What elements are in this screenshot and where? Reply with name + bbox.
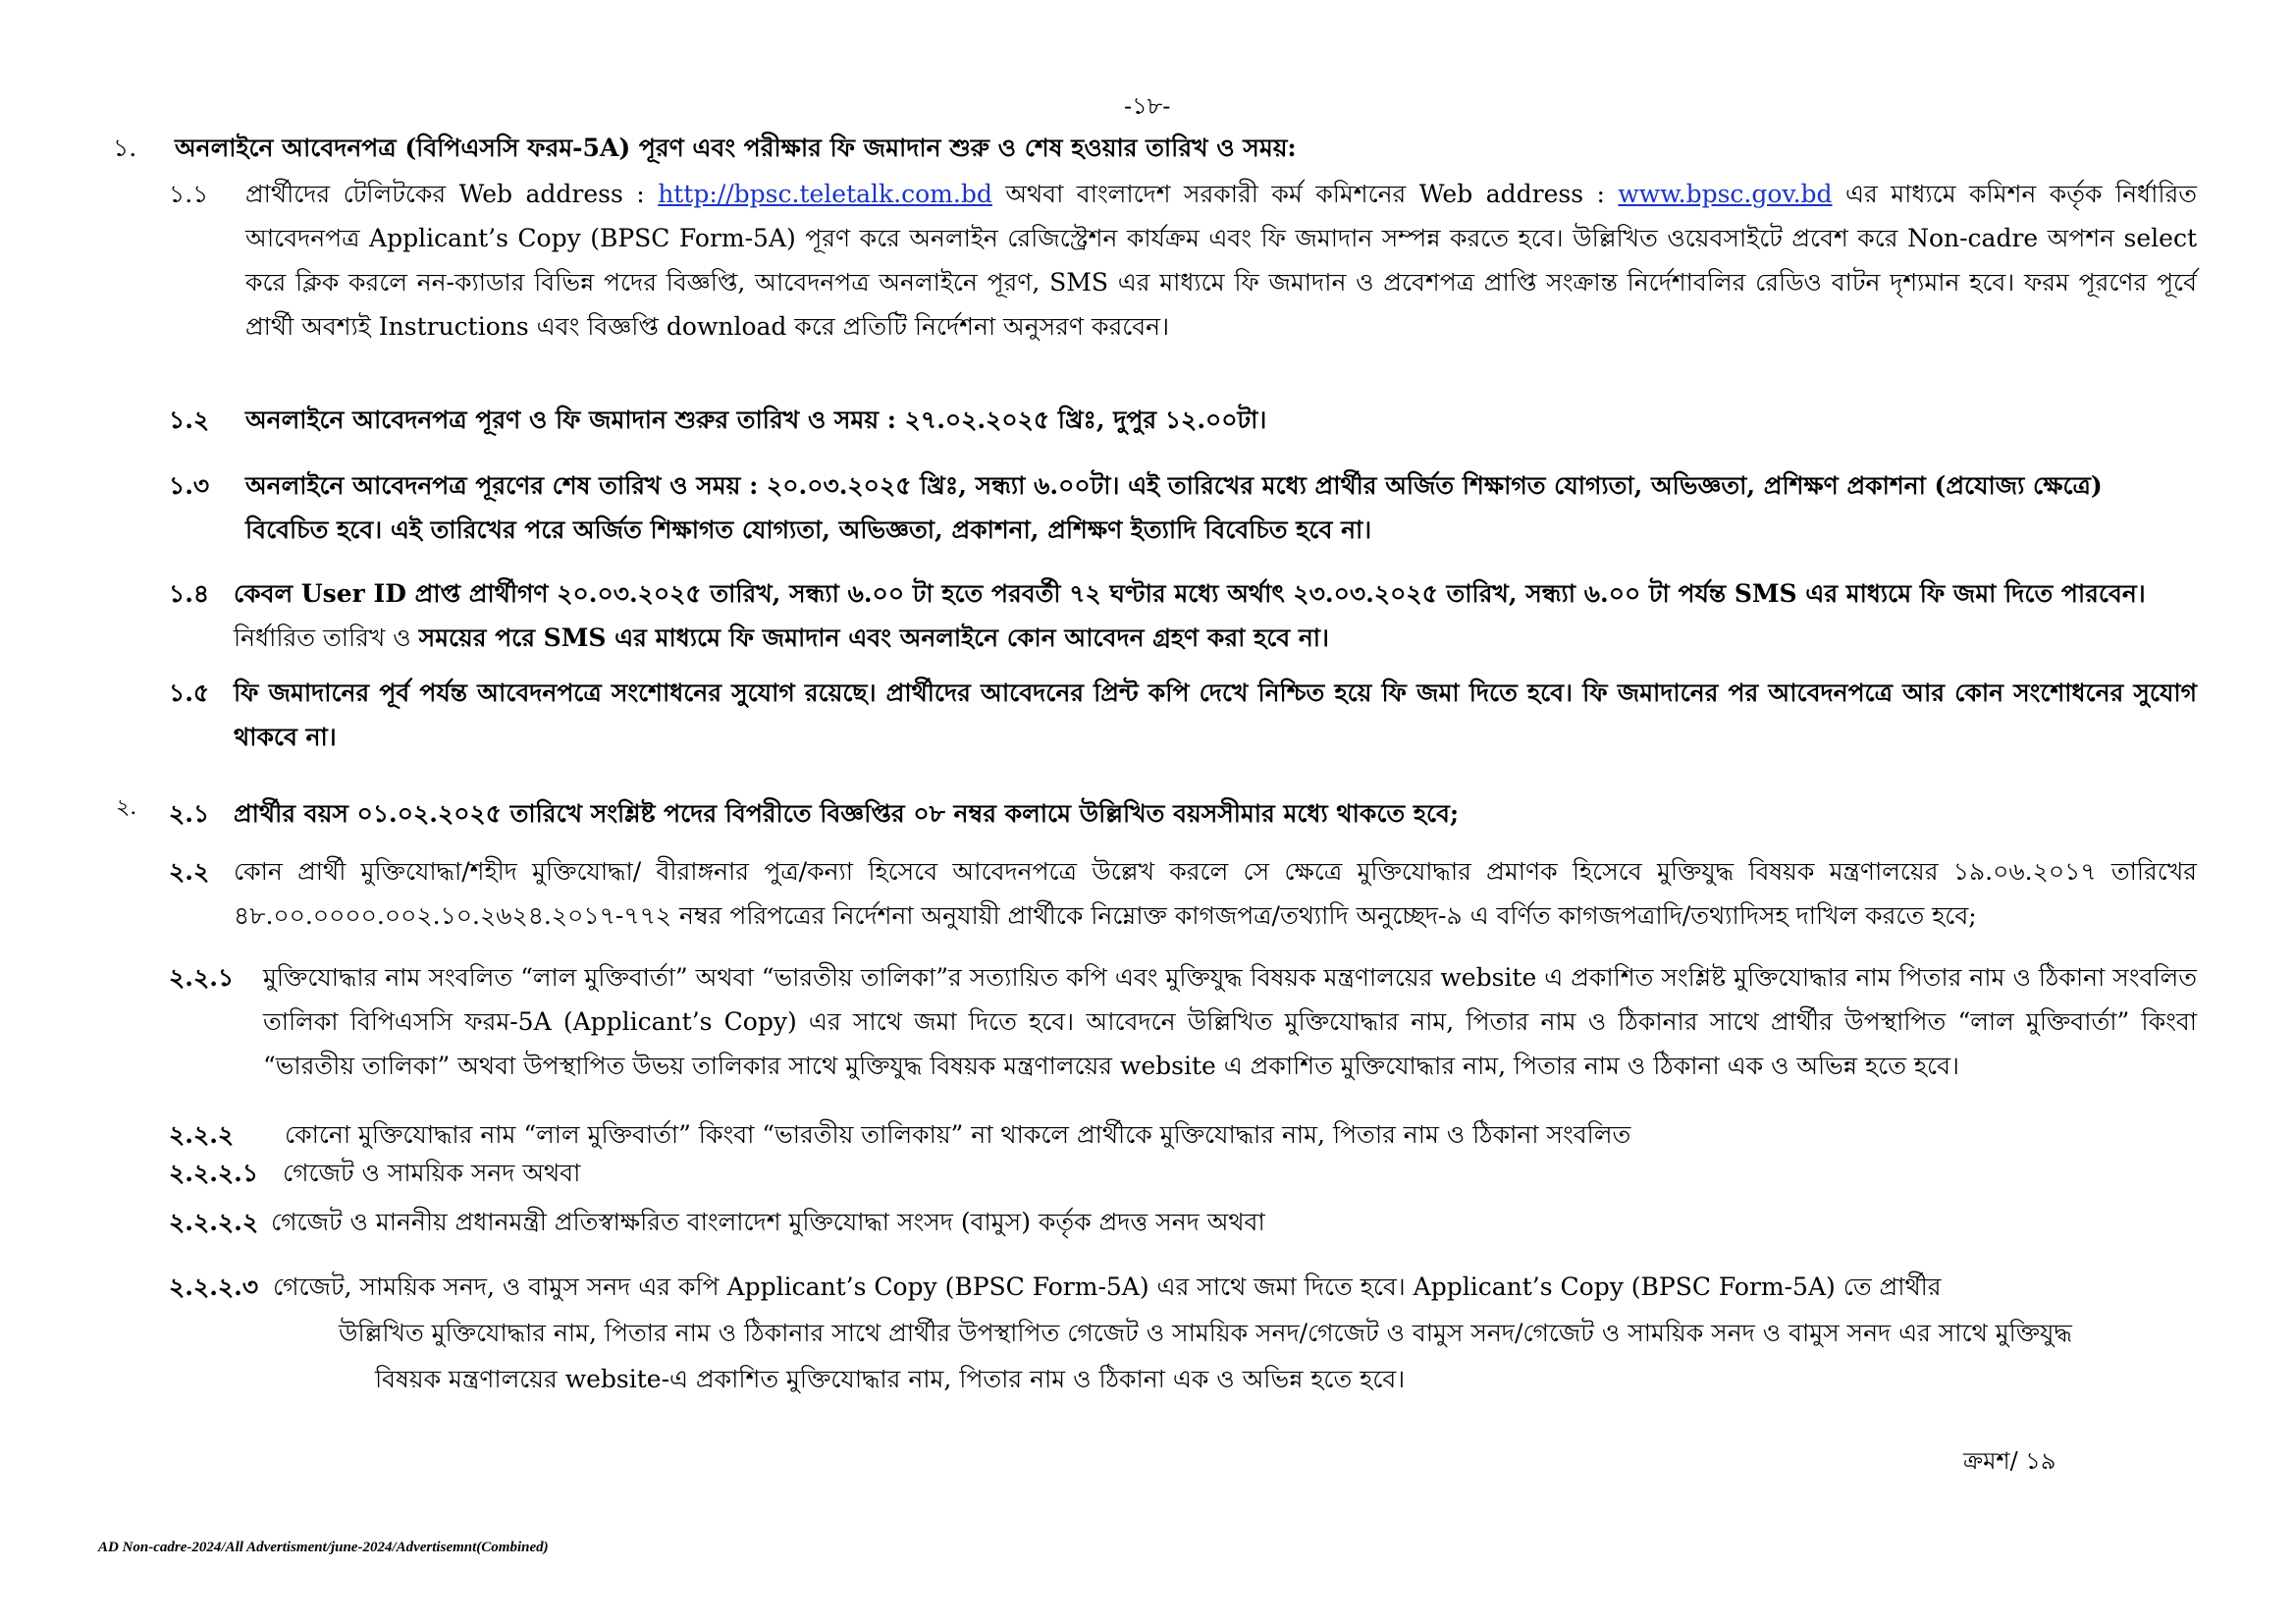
item-2-2-2-2-number: ২.২.২.২: [169, 1208, 259, 1236]
item-2-2-1-text: মুক্তিযোদ্ধার নাম সংবলিত “লাল মুক্তিবার্তা” অথবা “ভারতীয় তালিকা”র সত্যায়িত কপি এবং মুক্তিযুদ্ধ বিষয়ক মন্ত্রণালয়ের website এ প্রকাশিত সংশ্লিষ্ট মুক্তিযোদ্ধার নাম পিতার নাম ও ঠিকানা সংবলিত তালিকা বিপিএসসি ফরম-5A (Applicant’s Copy) এর সাথে জমা দিতে হবে। আবেদনে উল্লিখিত মুক্তিযোদ্ধার নাম, পিতার নাম ও ঠিকানার সাথে প্রার্থীর উপস্থাপিত “লাল মুক্তিবার্তা” কিংবা “ভারতীয় তালিকা” অথবা উপস্থাপিত উভয় তালিকার সাথে মুক্তিযুদ্ধ বিষয়ক মন্ত্রণালয়ের website এ প্রকাশিত মুক্তিযোদ্ধার নাম, পিতার নাম ও ঠিকানা এক ও অভিন্ন হতে হবে।: [263, 963, 2197, 1080]
item-1-1-text: [245, 172, 2197, 349]
item-1-2-text: অনলাইনে আবেদনপত্র পূরণ ও ফি জমাদান শুরুর তারিখ ও সময় : ২৭.০২.২০২৫ খ্রিঃ, দুপুর ১২.০০টা।: [245, 406, 1267, 434]
item-1-1-number: ১.১: [169, 180, 209, 208]
item-2-2-2-1-text: গেজেট ও সাময়িক সনদ অথবা: [283, 1159, 581, 1187]
item-1-4-bold-a: কেবল User ID প্রাপ্ত প্রার্থীগণ ২০.০৩.২০২৫ তারিখ, সন্ধ্যা ৬.০০ টা হতে পরবর্তী ৭২ ঘণ্টার মধ্যে অর্থাৎ ২৩.০৩.২০২৫ তারিখ, সন্ধ্যা ৬.০০ টা পর্যন্ত SMS এর মাধ্যমে ফি জমা দিতে পারবেন।: [234, 579, 2146, 608]
item-1-3-text: অনলাইনে আবেদনপত্র পূরণের শেষ তারিখ ও সময় : ২০.০৩.২০২৫ খ্রিঃ, সন্ধ্যা ৬.০০টা। এই তারিখের মধ্যে প্রার্থীর অর্জিত শিক্ষাগত যোগ্যতা, অভিজ্ঞতা, প্রশিক্ষণ প্রকাশনা (প্রযোজ্য ক্ষেত্রে) বিবেচিত হবে। এই তারিখের পরে অর্জিত শিক্ষাগত যোগ্যতা, অভিজ্ঞতা, প্রকাশনা, প্রশিক্ষণ ইত্যাদি বিবেচিত হবে না।: [245, 471, 2103, 544]
item-1-1-text-c: এর মাধ্যমে কমিশন কর্তৃক নির্ধারিত আবেদনপত্র Applicant’s Copy (BPSC Form-5A) পূরণ করে অনলাইন রেজিস্ট্রেশন কার্যক্রম এবং ফি জমাদান সম্পন্ন করতে হবে। উল্লিখিত ওয়েবসাইটে প্রবেশ করে Non-cadre অপশন select করে ক্লিক করলে নন-ক্যাডার বিভিন্ন পদের বিজ্ঞপ্তি, আবেদনপত্র অনলাইনে পূরণ, SMS এর মাধ্যমে ফি জমাদান ও প্রবেশপত্র প্রাপ্তি সংক্রান্ত নির্দেশাবলির রেডিও বাটন দৃশ্যমান হবে। ফরম পূরণের পূর্বে প্রার্থী অবশ্যই Instructions এবং বিজ্ঞপ্তি download করে প্রতিটি নির্দেশনা অনুসরণ করবেন।: [245, 180, 2197, 341]
footer-reference: AD Non-cadre-2024/All Advertisment/june-2024/Advertisemnt(Combined): [98, 1540, 549, 1555]
item-1-4-text: [234, 571, 2197, 660]
item-2-1-text: প্রার্থীর বয়স ০১.০২.২০২৫ তারিখে সংশ্লিষ্ট পদের বিপরীতে বিজ্ঞপ্তির ০৮ নম্বর কলামে উল্লিখিত বয়সসীমার মধ্যে থাকতে হবে;: [234, 799, 1460, 828]
item-2-2-text: কোন প্রার্থী মুক্তিযোদ্ধা/শহীদ মুক্তিযোদ্ধা/ বীরাঙ্গনার পুত্র/কন্যা হিসেবে আবেদনপত্রে উল্লেখ করলে সে ক্ষেত্রে মুক্তিযোদ্ধার প্রমাণক হিসেবে মুক্তিযুদ্ধ বিষয়ক মন্ত্রণালয়ের ১৯.০৬.২০১৭ তারিখের ৪৮.০০.০০০০.০০২.১০.২৬২৪.২০১৭-৭৭২ নম্বর পরিপত্রের নির্দেশনা অনুযায়ী প্রার্থীকে নিম্নোক্ত কাগজপত্র/তথ্যাদি অনুচ্ছেদ-৯ এ বর্ণিত কাগজপত্রাদি/তথ্যাদিসহ দাখিল করতে হবে;: [234, 857, 2197, 930]
item-1-3-number: ১.৩: [169, 471, 210, 500]
section-2-number: ২.: [116, 795, 137, 820]
item-1-5-text: ফি জমাদানের পূর্ব পর্যন্ত আবেদনপত্রে সংশোধনের সুযোগ রয়েছে। প্রার্থীদের আবেদনের প্রিন্ট কপি দেখে নিশ্চিত হয়ে ফি জমা দিতে হবে। ফি জমাদানের পর আবেদনপত্রে আর কোন সংশোধনের সুযোগ থাকবে না।: [234, 678, 2198, 751]
item-1-4-normal: নির্ধারিত তারিখ ও: [234, 623, 419, 652]
item-2-2-2-3-line-2: উল্লিখিত মুক্তিযোদ্ধার নাম, পিতার নাম ও ঠিকানার সাথে প্রার্থীর উপস্থাপিত গেজেট ও সাময়িক সনদ/গেজেট ও বামুস সনদ/গেজেট ও সাময়িক সনদ ও বামুস সনদ এর সাথে মুক্তিযুদ্ধ: [339, 1319, 2072, 1347]
teletalk-link[interactable]: http://bpsc.teletalk.com.bd: [658, 180, 992, 208]
item-2-2-1-number: ২.২.১: [169, 963, 235, 992]
item-1-1-text-a: প্রার্থীদের টেলিটকের Web address :: [245, 180, 659, 208]
item-2-2-2-text: কোনো মুক্তিযোদ্ধার নাম “লাল মুক্তিবার্তা” কিংবা “ভারতীয় তালিকায়” না থাকলে প্রার্থীকে মুক্তিযোদ্ধার নাম, পিতার নাম ও ঠিকানা সংবলিত: [285, 1120, 1631, 1149]
item-2-2-2-2-text: গেজেট ও মাননীয় প্রধানমন্ত্রী প্রতিস্বাক্ষরিত বাংলাদেশ মুক্তিযোদ্ধা সংসদ (বামুস) কর্তৃক প্রদত্ত সনদ অথবা: [271, 1208, 1265, 1236]
item-2-2-2-number: ২.২.২: [169, 1120, 235, 1149]
item-2-2-2-1-number: ২.২.২.১: [169, 1159, 259, 1187]
item-2-2-2-3-line-1: গেজেট, সাময়িক সনদ, ও বামুস সনদ এর কপি Applicant’s Copy (BPSC Form-5A) এর সাথে জমা দিতে হবে। Applicant’s Copy (BPSC Form-5A) তে প্রার্থীর: [273, 1272, 1942, 1301]
item-1-2-number: ১.২: [169, 406, 210, 434]
item-2-1-number: ২.১: [169, 799, 210, 828]
item-2-2-number: ২.২: [169, 857, 210, 886]
item-1-5-number: ১.৫: [169, 678, 210, 707]
item-2-2-2-3-number: ২.২.২.৩: [169, 1272, 259, 1301]
item-1-1-text-b: অথবা বাংলাদেশ সরকারী কর্ম কমিশনের Web address :: [991, 180, 1619, 208]
bpsc-gov-link[interactable]: www.bpsc.gov.bd: [1618, 180, 1833, 208]
page-number: -১৮-: [1124, 92, 1171, 120]
continued-note: ক্রমশ/ ১৯: [1963, 1447, 2056, 1475]
item-2-2-2-3-line-3: বিষয়ক মন্ত্রণালয়ের website-এ প্রকাশিত মুক্তিযোদ্ধার নাম, পিতার নাম ও ঠিকানা এক ও অভিন্ন হতে হবে।: [375, 1365, 1406, 1393]
section-1-heading: অনলাইনে আবেদনপত্র (বিপিএসসি ফরম-5A) পূরণ এবং পরীক্ষার ফি জমাদান শুরু ও শেষ হওয়ার তারিখ ও সময়:: [175, 134, 1297, 162]
section-1-number: ১.: [113, 134, 137, 162]
item-1-4-bold-b: সময়ের পরে SMS এর মাধ্যমে ফি জমাদান এবং অনলাইনে কোন আবেদন গ্রহণ করা হবে না।: [418, 623, 1329, 652]
item-1-4-number: ১.৪: [169, 579, 210, 608]
